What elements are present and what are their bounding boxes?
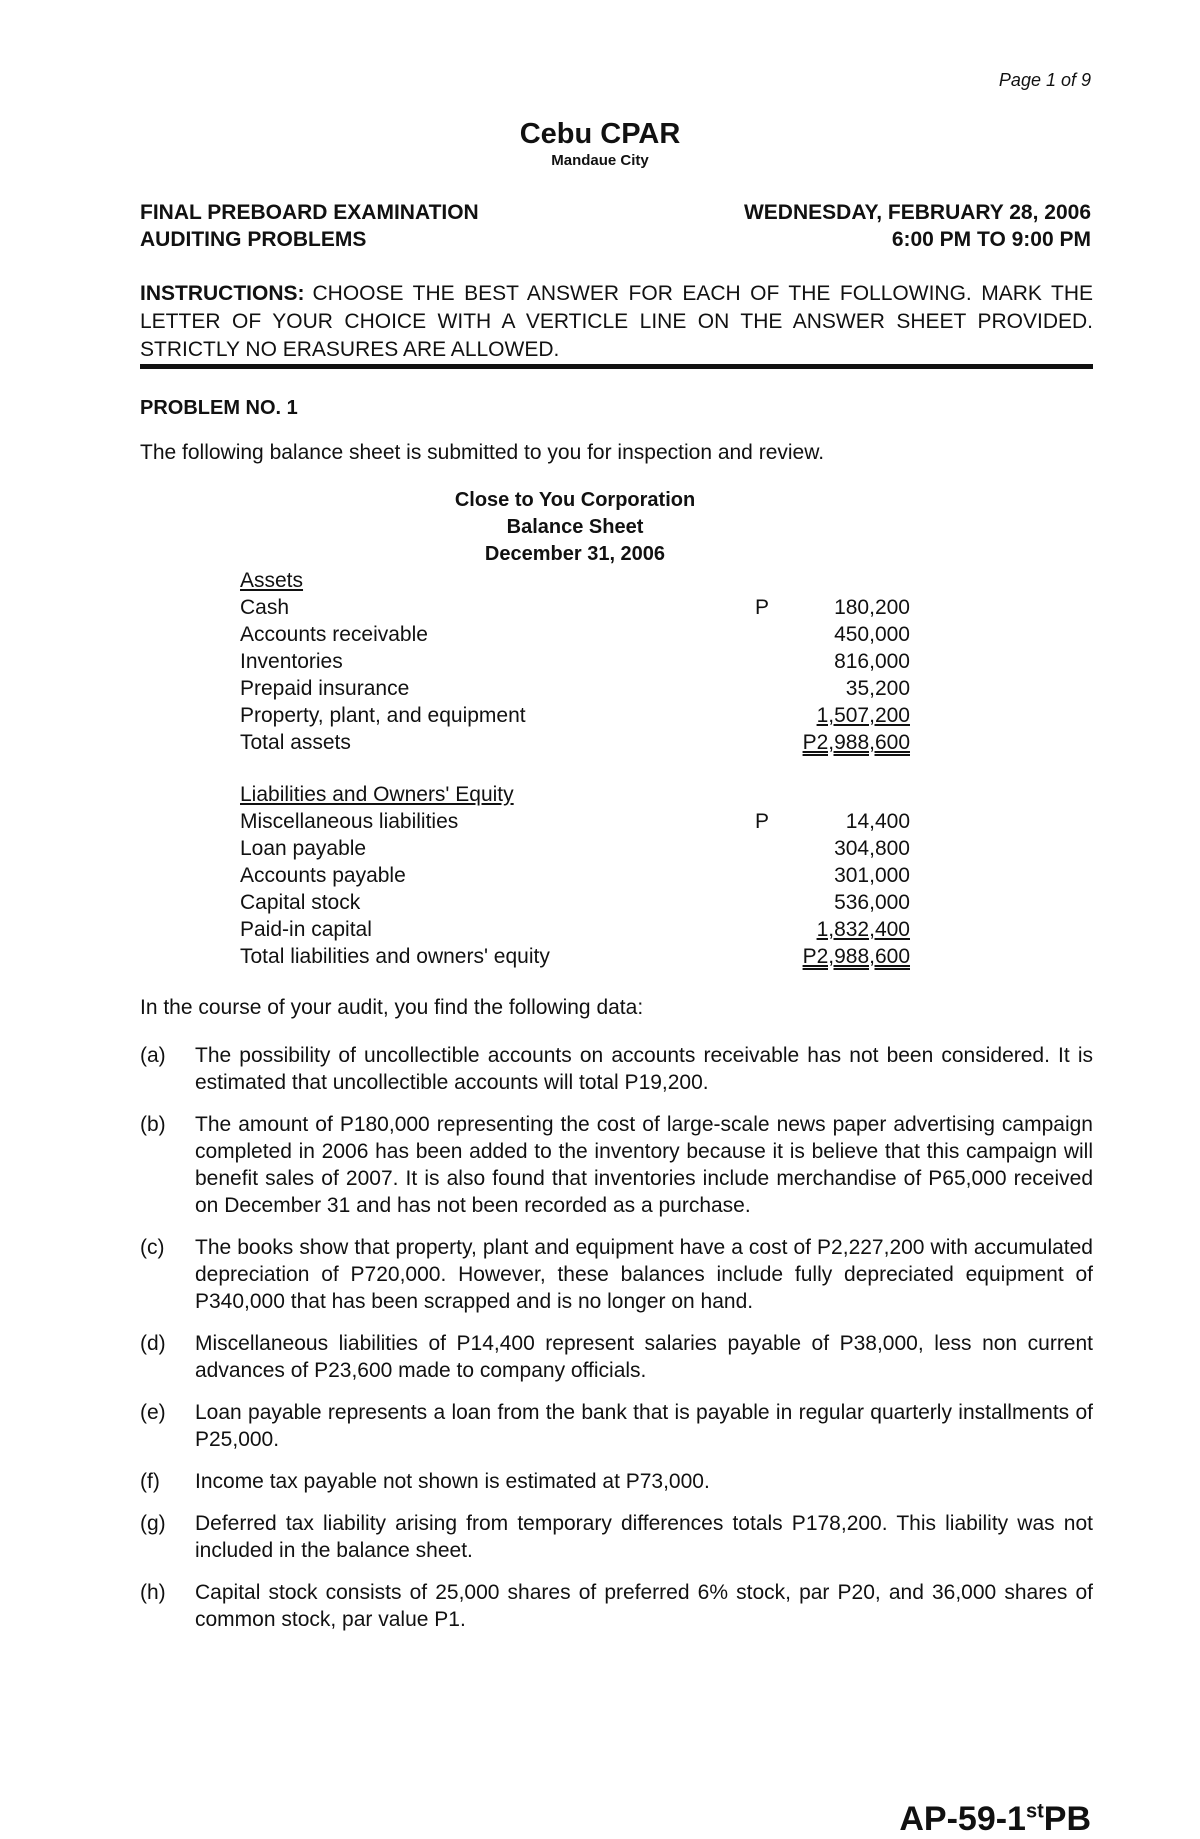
finding-text: Loan payable represents a loan from the bank that is payable in regular quarterly installments of P25,000. xyxy=(195,1401,1093,1451)
exam-header-left xyxy=(140,199,479,253)
finding-text: Income tax payable not shown is estimated at P73,000. xyxy=(195,1470,710,1493)
bs-total-amount: P2,988,600 xyxy=(802,731,910,754)
findings-list xyxy=(140,1042,1093,1648)
list-item xyxy=(140,1468,1093,1495)
bs-label: Total liabilities and owners' equity xyxy=(240,945,550,968)
instructions-text: CHOOSE THE BEST ANSWER FOR EACH OF THE FOLLOWING. MARK THE LETTER OF YOUR CHOICE WITH A VERTICLE LINE ON THE ANSWER SHEET PROVIDED. STRICTLY NO ERASURES ARE ALLOWED. xyxy=(140,282,1093,361)
bs-label: Prepaid insurance xyxy=(240,677,410,700)
bs-row xyxy=(240,916,910,943)
instructions xyxy=(140,280,1093,364)
document-code xyxy=(899,1800,1091,1839)
bs-date: December 31, 2006 xyxy=(484,543,666,565)
bs-label: Accounts payable xyxy=(240,864,406,887)
finding-letter: (d) xyxy=(140,1332,166,1355)
bs-row xyxy=(240,648,910,675)
bs-currency: P xyxy=(755,810,770,833)
assets-section xyxy=(240,567,910,756)
bs-amount: 35,200 xyxy=(845,677,910,700)
bs-row xyxy=(240,675,910,702)
code-prefix: AP-59-1 xyxy=(899,1800,1026,1838)
bs-total-amount: P2,988,600 xyxy=(802,945,910,968)
liabilities-caption-row xyxy=(240,781,910,808)
finding-text: The books show that property, plant and equipment have a cost of P2,227,200 with accumulated depreciation of P720,000. However, these balances include fully depreciated equipment of P340,000 that has been scrapped and is no longer on hand. xyxy=(195,1236,1093,1313)
org-city: Mandaue City xyxy=(551,152,649,169)
bs-row xyxy=(240,835,910,862)
bs-amount: 450,000 xyxy=(834,623,910,646)
exam-subject: AUDITING PROBLEMS xyxy=(140,228,367,251)
bs-label: Accounts receivable xyxy=(240,623,428,646)
list-item xyxy=(140,1234,1093,1315)
bs-title: Balance Sheet xyxy=(506,516,644,538)
exam-header-right xyxy=(744,199,1091,253)
bs-row xyxy=(240,808,910,835)
finding-letter: (f) xyxy=(140,1470,160,1493)
page-number: Page 1 of 9 xyxy=(998,70,1091,90)
list-item xyxy=(140,1330,1093,1384)
finding-text: Miscellaneous liabilities of P14,400 represent salaries payable of P38,000, less non current advances of P23,600 made to company officials. xyxy=(195,1332,1093,1382)
list-item xyxy=(140,1111,1093,1219)
problem-heading: PROBLEM NO. 1 xyxy=(140,397,298,419)
bs-label: Property, plant, and equipment xyxy=(240,704,526,727)
bs-amount: 816,000 xyxy=(834,650,910,673)
bs-row xyxy=(240,594,910,621)
exam-title: FINAL PREBOARD EXAMINATION xyxy=(140,201,479,224)
bs-amount: 301,000 xyxy=(834,864,910,887)
bs-label: Loan payable xyxy=(240,837,367,860)
list-item xyxy=(140,1510,1093,1564)
bs-row xyxy=(240,702,910,729)
findings-intro: In the course of your audit, you find the following data: xyxy=(140,996,644,1019)
balance-sheet-heading xyxy=(0,487,1150,568)
org-title: Cebu CPAR xyxy=(519,118,681,150)
bs-row xyxy=(240,621,910,648)
finding-text: Deferred tax liability arising from temporary differences totals P178,200. This liability was not included in the balance sheet. xyxy=(195,1512,1093,1562)
finding-text: The amount of P180,000 representing the cost of large-scale news paper advertising campaign completed in 2006 has been added to the inventory because it is believe that this campaign will benefit sales of 2007. It is also found that inventories include merchandise of P65,000 received on December 31 and has not been recorded as a purchase. xyxy=(195,1113,1093,1217)
liabilities-section xyxy=(240,781,910,970)
code-superscript: st xyxy=(1025,1800,1044,1823)
finding-letter: (h) xyxy=(140,1581,166,1604)
bs-total-row xyxy=(240,943,910,970)
bs-label: Capital stock xyxy=(240,891,361,914)
problem-intro: The following balance sheet is submitted to you for inspection and review. xyxy=(140,441,825,464)
bs-label: Cash xyxy=(240,596,290,619)
bs-row xyxy=(240,889,910,916)
bs-amount: 536,000 xyxy=(834,891,910,914)
exam-time: 6:00 PM TO 9:00 PM xyxy=(891,228,1091,251)
instructions-label: INSTRUCTIONS: xyxy=(140,282,305,305)
list-item xyxy=(140,1399,1093,1453)
assets-caption-row xyxy=(240,567,910,594)
bs-label: Paid-in capital xyxy=(240,918,372,941)
bs-amount: 14,400 xyxy=(845,810,910,833)
exam-date: WEDNESDAY, FEBRUARY 28, 2006 xyxy=(743,201,1091,224)
bs-amount: 304,800 xyxy=(834,837,910,860)
bs-amount: 1,507,200 xyxy=(816,704,910,727)
finding-text: The possibility of uncollectible accounts on accounts receivable has not been considered. It is estimated that uncollectible accounts will total P19,200. xyxy=(195,1044,1093,1094)
finding-letter: (g) xyxy=(140,1512,166,1535)
bs-label: Total assets xyxy=(240,731,351,754)
finding-letter: (a) xyxy=(140,1044,166,1067)
finding-letter: (b) xyxy=(140,1113,166,1136)
list-item xyxy=(140,1042,1093,1096)
liabilities-caption: Liabilities and Owners' Equity xyxy=(240,783,514,806)
finding-letter: (e) xyxy=(140,1401,166,1424)
bs-total-row xyxy=(240,729,910,756)
code-suffix: PB xyxy=(1043,1800,1091,1838)
bs-label: Miscellaneous liabilities xyxy=(240,810,459,833)
assets-caption: Assets xyxy=(240,569,304,592)
bs-label: Inventories xyxy=(240,650,343,673)
bs-amount: 180,200 xyxy=(834,596,910,619)
finding-letter: (c) xyxy=(140,1236,165,1259)
divider-rule xyxy=(140,364,1093,369)
finding-text: Capital stock consists of 25,000 shares of preferred 6% stock, par P20, and 36,000 shares of common stock, par value P1. xyxy=(195,1581,1093,1631)
bs-currency: P xyxy=(755,596,770,619)
list-item xyxy=(140,1579,1093,1633)
bs-row xyxy=(240,862,910,889)
bs-amount: 1,832,400 xyxy=(816,918,910,941)
bs-company: Close to You Corporation xyxy=(454,489,696,511)
